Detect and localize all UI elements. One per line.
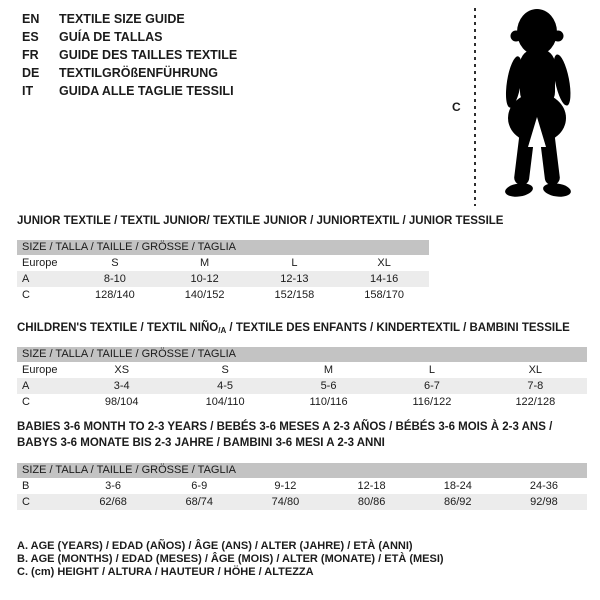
table-cell: 7-8: [527, 380, 544, 392]
title-pre: CHILDREN'S TEXTILE / TEXTIL NIÑO: [17, 322, 219, 334]
table-cell: 140/152: [184, 289, 225, 301]
table-cell: 98/104: [104, 396, 139, 408]
table-cell: L: [291, 257, 298, 269]
language-row: [22, 46, 237, 64]
babies-size-table: [17, 463, 587, 510]
language-code: FR: [22, 48, 39, 62]
junior-section-title: JUNIOR TEXTILE / TEXTIL JUNIOR/ TEXTILE JUNIOR / JUNIORTEXTIL / JUNIOR TESSILE: [17, 215, 504, 227]
baby-silhouette: [481, 5, 596, 207]
table-cell: 14-16: [370, 273, 399, 285]
table-row-a: [17, 271, 429, 287]
table-cell: 12-13: [280, 273, 309, 285]
row-label: A: [22, 380, 30, 392]
table-row-europe: [17, 362, 587, 378]
footnotes: [17, 540, 444, 580]
row-label: Europe: [22, 257, 58, 269]
children-section-title: [17, 322, 570, 335]
language-row: [22, 82, 237, 100]
language-code: EN: [22, 12, 40, 26]
table-cell: 3-4: [113, 380, 130, 392]
junior-size-table: [17, 240, 429, 303]
table-cell: 4-5: [217, 380, 234, 392]
height-c-label: C: [452, 100, 461, 114]
row-label: A: [22, 273, 30, 285]
language-label: GUIDE DES TAILLES TEXTILE: [59, 48, 238, 62]
row-label: C: [22, 496, 30, 508]
language-list: [22, 10, 237, 100]
table-row-c: [17, 494, 587, 510]
language-row: [22, 64, 237, 82]
table-cell: XL: [377, 257, 391, 269]
table-cell: 152/158: [274, 289, 315, 301]
row-label: Europe: [22, 364, 58, 376]
table-cell: M: [200, 257, 210, 269]
row-label: C: [22, 289, 30, 301]
table-cell: 104/110: [205, 396, 245, 408]
table-cell: S: [111, 257, 119, 269]
row-label: C: [22, 396, 30, 408]
table-cell: 62/68: [99, 496, 127, 508]
table-row-c: [17, 287, 429, 303]
table-cell: 86/92: [444, 496, 472, 508]
language-label: GUIDA ALLE TAGLIE TESSILI: [59, 84, 234, 98]
table-cell: 110/116: [309, 396, 348, 408]
table-cell: 6-9: [191, 480, 208, 492]
table-cell: 6-7: [423, 380, 440, 392]
table-cell: 9-12: [274, 480, 297, 492]
size-header-bar: SIZE / TALLA / TAILLE / GRÖSSE / TAGLIA: [17, 463, 587, 478]
babies-section-title-line2: BABYS 3-6 MONATE BIS 2-3 JAHRE / BAMBINI 3-6 MESI A 2-3 ANNI: [17, 437, 385, 449]
language-code: DE: [22, 66, 40, 80]
children-size-table: [17, 347, 587, 410]
height-dashed-line: [474, 8, 476, 206]
table-row-europe: [17, 255, 429, 271]
table-cell: 158/170: [364, 289, 404, 301]
table-cell: 92/98: [530, 496, 558, 508]
table-cell: XL: [528, 364, 543, 376]
table-cell: 122/128: [515, 396, 556, 408]
table-cell: 5-6: [320, 380, 337, 392]
table-row-b: [17, 478, 587, 494]
table-cell: 128/140: [94, 289, 135, 301]
footnote-c: C. (cm) HEIGHT / ALTURA / HAUTEUR / HÖHE / ALTEZZA: [17, 566, 314, 579]
table-cell: 10-12: [190, 273, 219, 285]
language-code: ES: [22, 30, 39, 44]
table-row-a: [17, 378, 587, 394]
language-label: TEXTILGRÖßENFÜHRUNG: [59, 66, 219, 80]
table-cell: 3-6: [105, 480, 122, 492]
table-cell: 8-10: [103, 273, 126, 285]
table-cell: S: [221, 364, 229, 376]
table-cell: XS: [114, 364, 130, 376]
table-cell: 12-18: [357, 480, 386, 492]
language-row: [22, 10, 237, 28]
title-sub: /A: [218, 326, 227, 335]
table-cell: 80/86: [357, 496, 386, 508]
language-code: IT: [22, 84, 34, 98]
table-cell: 24-36: [529, 480, 559, 492]
table-cell: 116/122: [412, 396, 452, 408]
table-cell: L: [428, 364, 435, 376]
size-header-bar: SIZE / TALLA / TAILLE / GRÖSSE / TAGLIA: [17, 240, 429, 255]
footnote-a: A. AGE (YEARS) / EDAD (AÑOS) / ÂGE (ANS) / ALTER (JAHRE) / ETÀ (ANNI): [17, 540, 413, 552]
title-post: / TEXTILE DES ENFANTS / KINDERTEXTIL / BAMBINI TESSILE: [226, 322, 570, 334]
language-label: GUÍA DE TALLAS: [59, 30, 163, 44]
language-row: [22, 28, 237, 46]
row-label: B: [22, 480, 30, 492]
table-cell: M: [323, 364, 334, 376]
footnote-b: B. AGE (MONTHS) / EDAD (MESES) / ÂGE (MOIS) / ALTER (MONATE) / ETÀ (MESI): [17, 553, 444, 566]
babies-section-title-line1: BABIES 3-6 MONTH TO 2-3 YEARS / BEBÉS 3-6 MESES A 2-3 AÑOS / BÉBÉS 3-6 MOIS À 2-3 ANS /: [17, 421, 553, 433]
table-cell: 68/74: [185, 496, 214, 508]
table-cell: 18-24: [443, 480, 472, 492]
language-label: TEXTILE SIZE GUIDE: [59, 12, 185, 26]
size-header-bar: SIZE / TALLA / TAILLE / GRÖSSE / TAGLIA: [17, 347, 587, 362]
table-cell: 74/80: [271, 496, 300, 508]
table-row-c: [17, 394, 587, 410]
